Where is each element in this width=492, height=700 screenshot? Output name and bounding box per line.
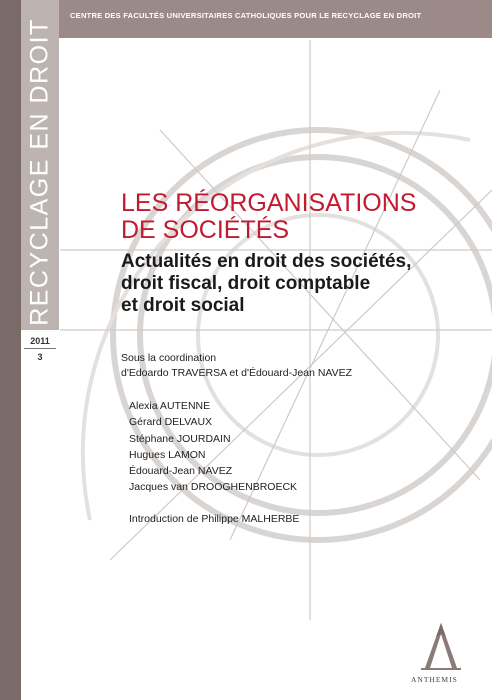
subtitle-line: Actualités en droit des sociétés, bbox=[121, 251, 412, 272]
subtitle-line: droit fiscal, droit comptable bbox=[121, 273, 371, 294]
subtitle-line: et droit social bbox=[121, 295, 245, 316]
series-header: CENTRE DES FACULTÉS UNIVERSITAIRES CATHOLIQUES POUR LE RECYCLAGE EN DROIT bbox=[70, 11, 422, 20]
coordination-credit bbox=[121, 351, 352, 381]
collection-title: RECYCLAGE EN DROIT bbox=[25, 18, 54, 326]
volume-info bbox=[24, 336, 56, 362]
volume-number: 3 bbox=[37, 352, 43, 362]
spine-bar bbox=[0, 0, 21, 700]
coordination-line: d'Edoardo TRAVERSA et d'Édouard-Jean NAVEZ bbox=[121, 367, 353, 379]
publisher-logo-icon bbox=[417, 620, 465, 672]
introduction-credit: Introduction de Philippe MALHERBE bbox=[129, 513, 300, 525]
author-name: Gérard DELVAUX bbox=[129, 416, 213, 429]
coordination-line: Sous la coordination bbox=[121, 352, 217, 364]
author-list bbox=[129, 398, 297, 496]
title-line: DE SOCIÉTÉS bbox=[121, 216, 290, 244]
title-line: LES RÉORGANISATIONS bbox=[121, 189, 417, 217]
book-title bbox=[121, 190, 416, 244]
author-name: Alexia AUTENNE bbox=[129, 400, 211, 412]
publisher-name: ANTHEMIS bbox=[411, 675, 458, 684]
author-name: Jacques van DROOGHENBROECK bbox=[129, 481, 298, 494]
author-name: Hugues LAMON bbox=[129, 448, 206, 461]
author-name: Stéphane JOURDAIN bbox=[129, 432, 231, 445]
book-subtitle bbox=[121, 251, 411, 317]
author-name: Édouard-Jean NAVEZ bbox=[129, 465, 233, 478]
year-label: 2011 bbox=[24, 336, 56, 349]
